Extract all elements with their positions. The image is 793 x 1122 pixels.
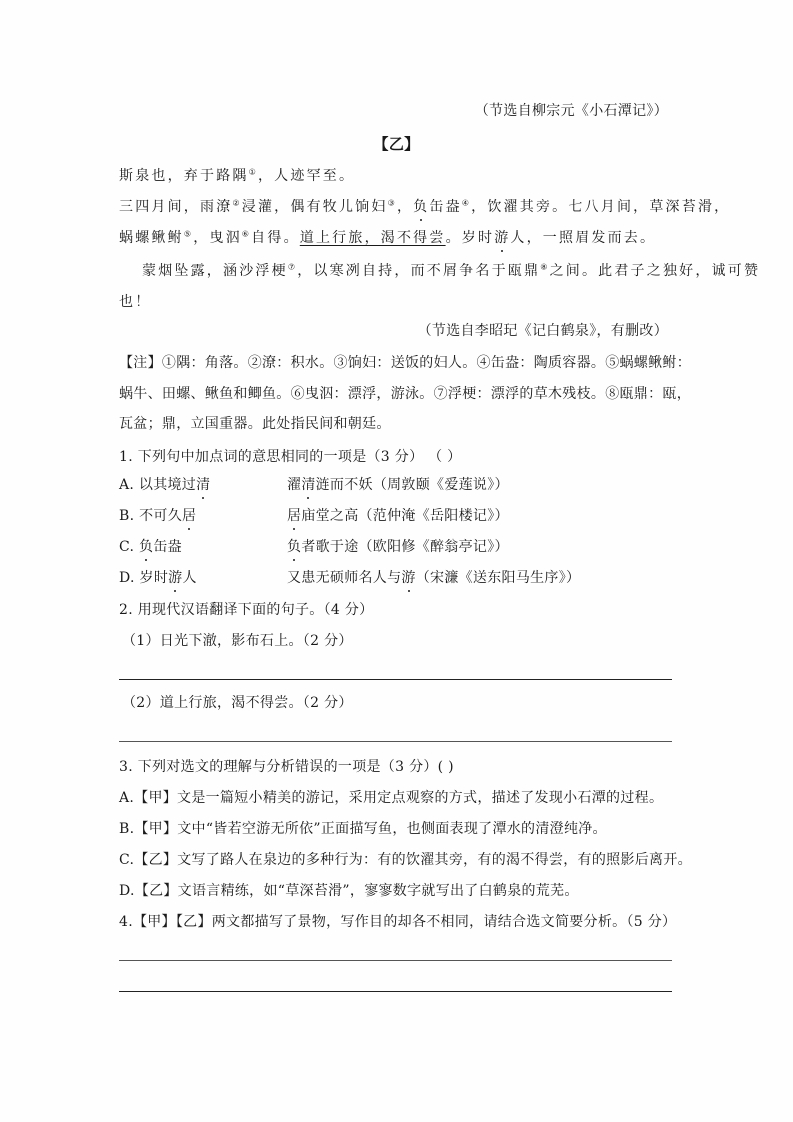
question-1-option-c	[119, 538, 182, 556]
text: 涟而不妖（周敦颐《爱莲说》）	[315, 477, 509, 493]
text: 。岁时	[445, 230, 495, 246]
emphasis-dot-word: 居	[287, 508, 302, 524]
source-jia: （节选自柳宗元《小石潭记》）	[474, 103, 668, 119]
text: 者歌于途（欧阳修《醉翁亭记》）	[301, 539, 509, 555]
text: 自得。	[251, 230, 300, 246]
footnote-marker: ⑧	[540, 262, 550, 272]
notes-line-2: 蜗牛、田螺、鳅鱼和鲫鱼。⑥曳泅：漂浮，游泳。⑦浮梗：漂浮的草木残枝。⑧瓯鼎：瓯，	[119, 386, 691, 402]
text: 缶盎	[153, 539, 182, 555]
question-3-stem: 3. 下列对选文的理解与分析错误的一项是（3 分）( )	[119, 759, 454, 775]
emphasis-dot-word: 负	[139, 539, 154, 555]
footnote-marker: ⑤	[183, 229, 194, 239]
answer-line-4-1[interactable]	[119, 960, 672, 961]
question-1-option-b	[119, 507, 196, 525]
question-1-option-b-compare	[287, 507, 509, 525]
text: 蒙烟坠露，涵沙浮梗	[142, 263, 288, 279]
question-1-option-c-compare	[287, 538, 509, 556]
question-1-option-a-compare	[287, 476, 509, 494]
text: 缶盎	[429, 199, 462, 215]
yi-paragraph-2-line-2	[119, 229, 656, 247]
question-3-option-c: C.【乙】文写了路人在泉边的多种行为：有的饮濯其旁，有的渴不得尝，有的照影后离开。	[119, 852, 692, 868]
heading-yi: 【乙】	[373, 135, 420, 153]
text: 又患无硕师名人与	[287, 570, 402, 586]
emphasis-dot-word: 居	[182, 508, 197, 524]
text: 之间。此君子之独好，诚可赞	[549, 263, 761, 279]
text: 斯泉也，弃于路隅	[119, 168, 249, 184]
text: A. 以其境过	[119, 477, 197, 493]
footnote-marker: ②	[232, 198, 242, 208]
footnote-marker: ①	[248, 167, 258, 177]
text: 三四月间，雨潦	[119, 199, 233, 215]
footnote-marker: ③	[387, 198, 397, 208]
text: 浸灌，偶有牧儿饷妇	[241, 199, 388, 215]
question-1-option-a	[119, 476, 210, 494]
text: D. 岁时	[119, 570, 169, 586]
text: 人	[182, 570, 197, 586]
question-1-stem: 1. 下列句中加点词的意思相同的一项是（3 分） （ ）	[119, 449, 462, 465]
text: ，以寒冽自持，而不屑争名于瓯鼎	[297, 263, 541, 279]
question-4-stem: 4.【甲】【乙】两文都描写了景物，写作目的却各不相同，请结合选文简要分析。（5 分）	[119, 914, 677, 930]
text: C.	[119, 539, 140, 555]
notes-line-1: 【注】①隅：角落。②潦：积水。③饷妇：送饭的妇人。④缶盎：陶质容器。⑤蜗螺鳅鲋：	[119, 355, 691, 371]
text: 蜗螺鳅鲋	[119, 230, 184, 246]
text: ，人迹罕至。	[257, 168, 356, 184]
footnote-marker: ⑥	[241, 229, 252, 239]
footnote-marker: ⑦	[287, 262, 298, 272]
text: 人，一照眉发而去。	[510, 230, 657, 246]
answer-line-4-2[interactable]	[119, 991, 672, 992]
text: 庙堂之高（范仲淹《岳阳楼记》）	[301, 508, 509, 524]
emphasis-dot-word: 清	[301, 477, 316, 493]
text: （宋濂《送东阳马生序》）	[415, 570, 581, 586]
question-3-option-b: B.【甲】文中“皆若空游无所依”正面描写鱼，也侧面表现了潭水的清澄纯净。	[119, 821, 607, 837]
footnote-marker: ④	[461, 198, 472, 208]
question-1-option-d-compare	[287, 569, 580, 587]
emphasis-dot-word: 游	[168, 570, 183, 586]
text: B. 不可久	[119, 508, 182, 524]
yi-paragraph-1	[119, 167, 355, 185]
emphasis-dot-word: 游	[401, 570, 416, 586]
emphasis-dot-word: 游	[494, 230, 511, 246]
question-2-sub-2: （2）道上行旅，渴不得尝。（2 分）	[122, 695, 353, 711]
yi-paragraph-3-line-1	[142, 262, 760, 280]
underlined-sentence: 道上行旅，渴不得尝	[299, 230, 446, 246]
text: 濯	[287, 477, 302, 493]
text: ，曳泅	[193, 230, 242, 246]
answer-line-2-1[interactable]	[119, 679, 672, 680]
text: ，饮濯其旁。七八月间，草深苔滑，	[471, 199, 731, 215]
question-2-stem: 2. 用现代汉语翻译下面的句子。（4 分）	[119, 602, 374, 618]
notes-line-3: 瓦盆；鼎，立国重器。此处指民间和朝廷。	[119, 416, 391, 432]
yi-paragraph-3-line-2: 也！	[119, 294, 152, 310]
emphasis-dot-word: 清	[196, 477, 211, 493]
emphasis-dot-word: 负	[413, 199, 430, 215]
text: ，	[396, 199, 414, 215]
question-3-option-a: A.【甲】文是一篇短小精美的游记，采用定点观察的方式，描述了发现小石潭的过程。	[119, 790, 664, 806]
answer-line-2-2[interactable]	[119, 741, 672, 742]
yi-paragraph-2-line-1	[119, 198, 730, 216]
question-1-option-d	[119, 569, 197, 587]
emphasis-dot-word: 负	[287, 539, 302, 555]
question-3-option-d: D.【乙】文语言精练，如“草深苔滑”，寥寥数字就写出了白鹤泉的荒芜。	[119, 883, 579, 899]
source-yi: （节选自李昭玘《记白鹤泉》，有删改）	[417, 323, 668, 339]
question-2-sub-1: （1）日光下澈，影布石上。（2 分）	[122, 633, 353, 649]
